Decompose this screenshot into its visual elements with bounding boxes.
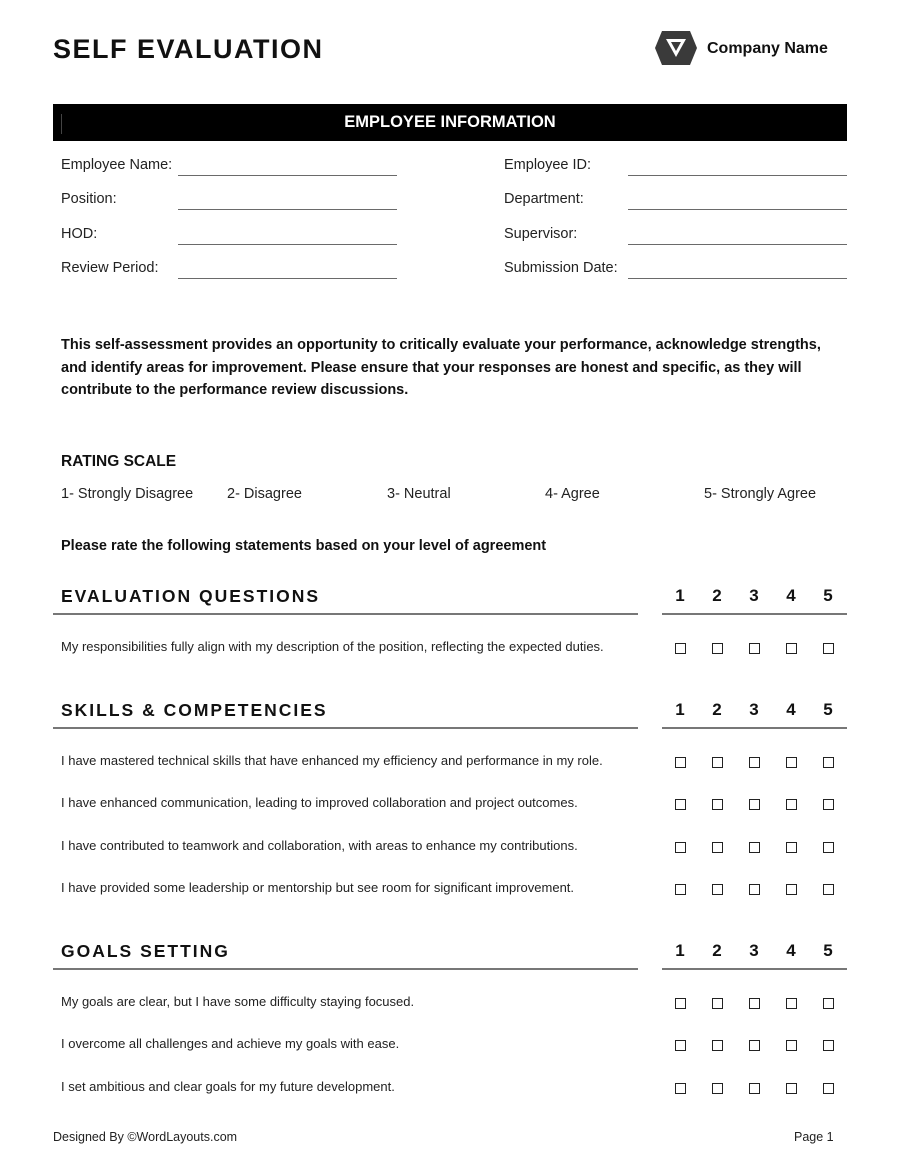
rating-column-number: 2: [712, 941, 722, 960]
employee-info-header-label: EMPLOYEE INFORMATION: [344, 113, 556, 131]
rating-scale-item: 2- Disagree: [227, 486, 302, 502]
question-text: I have provided some leadership or mentorship but see room for significant improvement.: [61, 879, 575, 895]
rating-checkbox[interactable]: [675, 1040, 686, 1051]
rating-instruction: Please rate the following statements based on your level of agreement: [61, 538, 547, 554]
field-input-line[interactable]: [178, 244, 397, 245]
rating-checkbox[interactable]: [786, 757, 797, 768]
rating-checkbox[interactable]: [712, 842, 723, 853]
question-text: My goals are clear, but I have some difficulty staying focused.: [61, 994, 415, 1009]
rating-column-number: 4: [786, 941, 796, 960]
section-title: EVALUATION QUESTIONS: [61, 586, 321, 606]
section-divider: [53, 727, 638, 729]
rating-column-number: 5: [823, 941, 833, 960]
company-name: Company Name: [707, 40, 828, 57]
rating-column-number: 4: [786, 586, 796, 605]
rating-column-number: 2: [712, 700, 722, 719]
field-input-line[interactable]: [178, 209, 397, 210]
page-number: Page 1: [794, 1130, 834, 1144]
field-label: Position:: [61, 191, 117, 207]
section-divider: [662, 968, 847, 970]
rating-checkbox[interactable]: [749, 998, 760, 1009]
section-divider: [53, 613, 638, 615]
rating-checkbox[interactable]: [712, 998, 723, 1009]
rating-checkbox[interactable]: [823, 1083, 834, 1094]
rating-checkbox[interactable]: [823, 884, 834, 895]
rating-column-number: 1: [675, 586, 685, 605]
field-label: Department:: [504, 191, 584, 207]
rating-checkbox[interactable]: [786, 884, 797, 895]
rating-column-number: 3: [749, 586, 759, 605]
section-title: SKILLS & COMPETENCIES: [61, 700, 328, 720]
rating-checkbox[interactable]: [675, 643, 686, 654]
rating-column-number: 1: [675, 700, 685, 719]
rating-column-number: 1: [675, 941, 685, 960]
field-input-line[interactable]: [178, 278, 397, 279]
rating-checkbox[interactable]: [786, 1040, 797, 1051]
field-input-line[interactable]: [628, 175, 847, 176]
rating-column-number: 3: [749, 700, 759, 719]
company-logo-icon: [655, 28, 697, 68]
rating-column-number: 5: [823, 586, 833, 605]
rating-checkbox[interactable]: [823, 998, 834, 1009]
rating-checkbox[interactable]: [675, 799, 686, 810]
section-divider: [662, 613, 847, 615]
rating-checkbox[interactable]: [675, 1083, 686, 1094]
field-input-line[interactable]: [628, 244, 847, 245]
question-text: I have enhanced communication, leading to improved collaboration and project outcomes.: [61, 795, 578, 811]
rating-scale-item: 4- Agree: [545, 486, 600, 502]
employee-info-header: [53, 104, 847, 141]
rating-checkbox[interactable]: [712, 1040, 723, 1051]
rating-checkbox[interactable]: [675, 842, 686, 853]
rating-column-number: 3: [749, 941, 759, 960]
field-input-line[interactable]: [628, 278, 847, 279]
footer-credit: Designed By ©WordLayouts.com: [53, 1130, 238, 1144]
field-label: Submission Date:: [504, 260, 618, 276]
field-input-line[interactable]: [628, 209, 847, 210]
rating-checkbox[interactable]: [749, 799, 760, 810]
field-label: HOD:: [61, 226, 98, 242]
rating-column-number: 4: [786, 700, 796, 719]
rating-checkbox[interactable]: [823, 757, 834, 768]
rating-checkbox[interactable]: [675, 998, 686, 1009]
rating-checkbox[interactable]: [675, 757, 686, 768]
rating-column-number: 2: [712, 586, 722, 605]
rating-checkbox[interactable]: [823, 842, 834, 853]
rating-checkbox[interactable]: [823, 643, 834, 654]
rating-checkbox[interactable]: [712, 757, 723, 768]
field-label: Supervisor:: [504, 226, 578, 242]
section-title: GOALS SETTING: [61, 941, 230, 961]
question-text: I set ambitious and clear goals for my future development.: [61, 1078, 395, 1094]
rating-checkbox[interactable]: [823, 1040, 834, 1051]
section-divider: [53, 968, 638, 970]
rating-checkbox[interactable]: [786, 799, 797, 810]
rating-checkbox[interactable]: [675, 884, 686, 895]
rating-checkbox[interactable]: [749, 643, 760, 654]
rating-checkbox[interactable]: [749, 757, 760, 768]
rating-checkbox[interactable]: [786, 1083, 797, 1094]
rating-checkbox[interactable]: [712, 884, 723, 895]
rating-checkbox[interactable]: [712, 799, 723, 810]
field-input-line[interactable]: [178, 175, 397, 176]
question-text: I have contributed to teamwork and collaboration, with areas to enhance my contributions.: [61, 837, 578, 853]
rating-checkbox[interactable]: [749, 1083, 760, 1094]
rating-checkbox[interactable]: [786, 998, 797, 1009]
intro-paragraph: This self-assessment provides an opportunity to critically evaluate your performance, acknowledge strengths, and identify areas for improvement. Please ensure that your responses are honest and specific, as they will contribute to the performance review discussions.: [61, 337, 821, 398]
rating-column-number: 5: [823, 700, 833, 719]
rating-scale-item: 1- Strongly Disagree: [61, 486, 194, 502]
rating-checkbox[interactable]: [786, 842, 797, 853]
document-title: SELF EVALUATION: [53, 34, 324, 64]
field-label: Employee Name:: [61, 157, 173, 173]
question-text: My responsibilities fully align with my description of the position, reflecting the expected duties.: [61, 639, 604, 654]
rating-scale-item: 3- Neutral: [387, 486, 451, 502]
rating-checkbox[interactable]: [749, 884, 760, 895]
rating-checkbox[interactable]: [786, 643, 797, 654]
field-label: Employee ID:: [504, 157, 592, 173]
rating-checkbox[interactable]: [749, 842, 760, 853]
rating-scale-heading: RATING SCALE: [61, 453, 177, 470]
question-text: I overcome all challenges and achieve my goals with ease.: [61, 1036, 400, 1052]
rating-checkbox[interactable]: [712, 643, 723, 654]
rating-checkbox[interactable]: [749, 1040, 760, 1051]
section-divider: [662, 727, 847, 729]
field-label: Review Period:: [61, 260, 159, 276]
banner-accent: [61, 114, 62, 134]
question-text: I have mastered technical skills that have enhanced my efficiency and performance in my role.: [61, 753, 603, 768]
rating-scale-item: 5- Strongly Agree: [704, 486, 817, 502]
rating-checkbox[interactable]: [712, 1083, 723, 1094]
rating-checkbox[interactable]: [823, 799, 834, 810]
